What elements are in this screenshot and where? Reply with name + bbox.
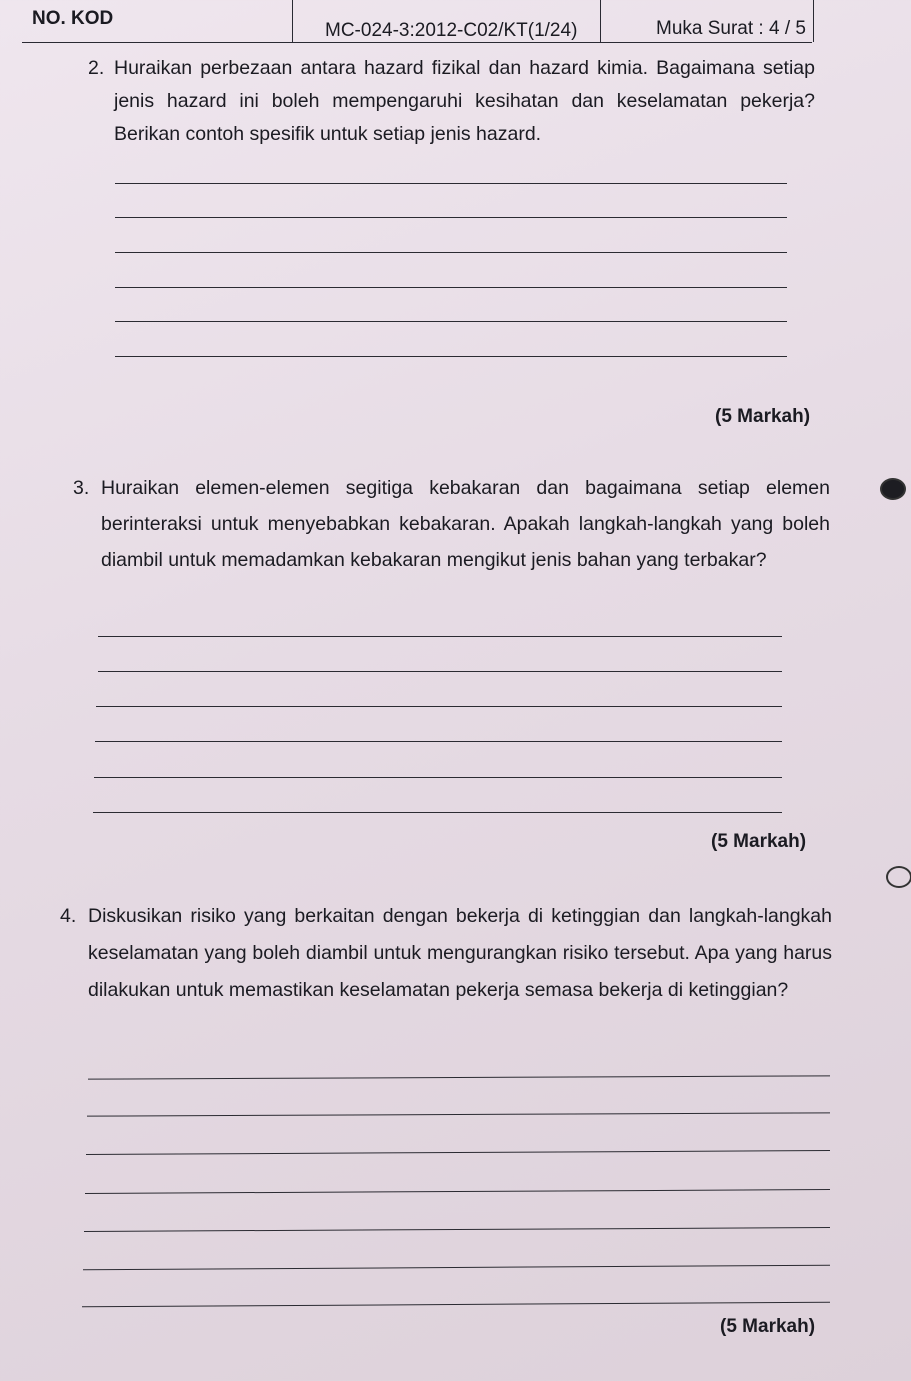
question-3 <box>75 470 830 578</box>
answer-line[interactable] <box>98 671 782 672</box>
marks-label: (5 Markah) <box>720 1316 816 1337</box>
question-text: Huraikan elemen-elemen segitiga kebakaran dan bagaimana setiap elemen berinteraksi untuk menyebabkan kebakaran. Apakah langkah-langkah yang boleh diambil untuk memadamkan kebakaran mengikut jenis bahan yang terbakar? <box>101 477 830 571</box>
marks-label: (5 Markah) <box>711 831 807 852</box>
question-number: 4. <box>60 905 77 927</box>
answer-line[interactable] <box>115 287 787 288</box>
page-header <box>22 0 812 43</box>
page-number-cell <box>600 0 814 42</box>
punch-hole <box>886 866 911 888</box>
question-4 <box>62 898 832 1009</box>
reference-cell <box>292 0 601 42</box>
code-label: NO. KOD <box>32 8 114 29</box>
marks-label: (5 Markah) <box>715 406 811 427</box>
page-number: Muka Surat : 4 / 5 <box>656 18 806 39</box>
answer-line[interactable] <box>93 812 782 813</box>
answer-line[interactable] <box>96 706 782 707</box>
answer-line[interactable] <box>115 252 787 253</box>
answer-line[interactable] <box>115 356 787 357</box>
answer-line[interactable] <box>115 321 787 322</box>
code-cell <box>32 0 292 42</box>
answer-line[interactable] <box>115 183 787 184</box>
question-2 <box>90 52 815 151</box>
answer-line[interactable] <box>85 1189 830 1194</box>
question-number: 3. <box>73 477 90 499</box>
answer-line[interactable] <box>88 1075 830 1079</box>
punch-hole <box>880 478 906 500</box>
reference-code: MC-024-3:2012-C02/KT(1/24) <box>325 20 578 41</box>
answer-line[interactable] <box>98 636 782 637</box>
answer-line[interactable] <box>115 217 787 218</box>
question-number: 2. <box>88 57 105 79</box>
answer-line[interactable] <box>87 1112 830 1116</box>
question-text: Diskusikan risiko yang berkaitan dengan bekerja di ketinggian dan langkah-langkah keselamatan yang boleh diambil untuk mengurangkan risiko tersebut. Apa yang harus dilakukan untuk memastikan keselamatan pekerja semasa bekerja di ketinggian? <box>88 905 832 1001</box>
answer-line[interactable] <box>94 777 782 778</box>
answer-line[interactable] <box>82 1302 830 1308</box>
answer-line[interactable] <box>86 1150 830 1155</box>
question-text: Huraikan perbezaan antara hazard fizikal dan hazard kimia. Bagaimana setiap jenis hazard ini boleh mempengaruhi kesihatan dan keselamatan pekerja? Berikan contoh spesifik untuk setiap jenis hazard. <box>114 57 815 145</box>
answer-line[interactable] <box>83 1265 830 1271</box>
answer-line[interactable] <box>95 741 782 742</box>
answer-line[interactable] <box>84 1227 830 1232</box>
